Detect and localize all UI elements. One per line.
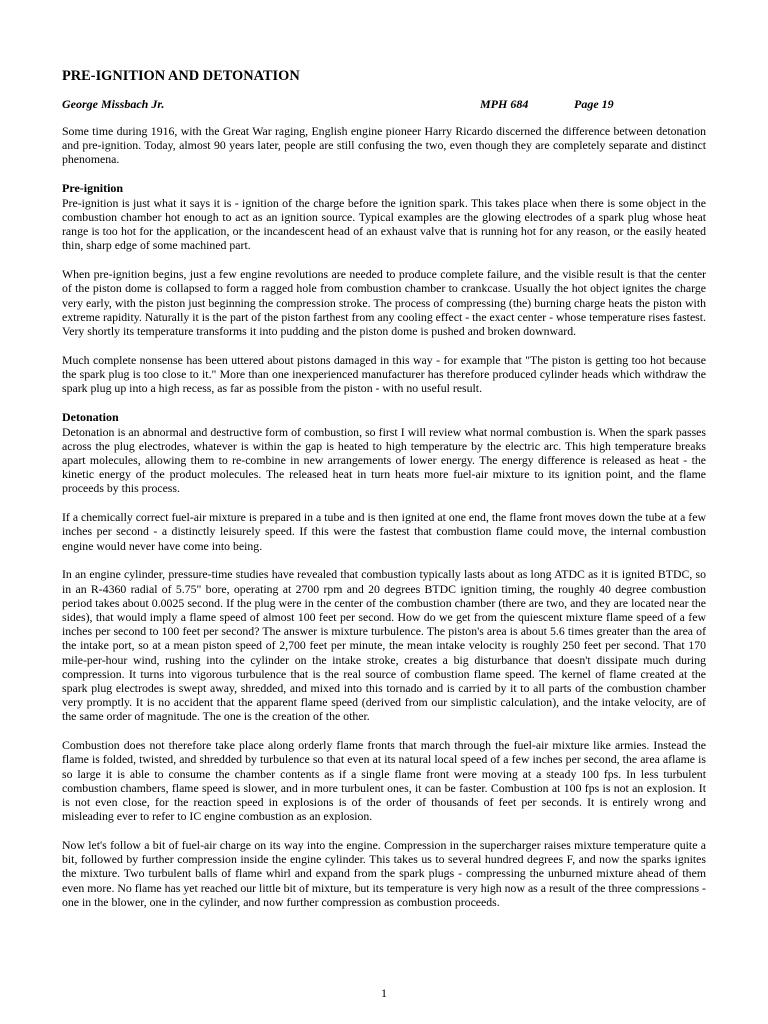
intro-paragraph: Some time during 1916, with the Great War raging, English engine pioneer Harry Ricardo discerned the difference between detonation and pre-ignition. Today, almost 90 years later, people are still confusing the two, even though they are completely separate and distinct phenomena. <box>62 124 706 167</box>
paragraph: Detonation is an abnormal and destructive form of combustion, so first I will review what normal combustion is. When the spark passes across the plug electrodes, whatever is within the gap is heated to high temperature by the electric arc. This high temperature breaks apart molecules, allowing them to re-combine in new arrangements of lower energy. The energy difference is released as heat - the kinetic energy of the product molecules. The released heat in turn heats more fuel-air mixture to its ignition point, and the flame proceeds by this process. <box>62 424 706 496</box>
section-heading-pre-ignition: Pre-ignition <box>62 181 124 196</box>
paragraph: In an engine cylinder, pressure-time studies have revealed that combustion typically lasts about as long ATDC as it is ignited BTDC, so in an R-4360 radial of 5.75" bore, operating at 2700 rpm and 20 degrees BTDC ignition timing, the roughly 40 degree combustion period takes about 0.0025 second. If the plug were in the center of the combustion chamber (there are two, and they are located near the sides), that would imply a flame speed of almost 100 feet per second. How do we get from the quiescent mixture flame speed of a few inches per second to 100 feet per second? The answer is mixture turbulence. The piston's area is about 5.6 times greater than the area of the intake port, so at a mean piston speed of 2,700 feet per minute, the mean intake velocity is roughly 250 feet per second. That 170 mile-per-hour wind, rushing into the cylinder on the intake stroke, creates a big disturbance that doesn't dissipate much during compression. It turns into vigorous turbulence that is the real source of combustion flame speed. The kernel of flame created at the spark plug electrodes is swept away, shredded, and mixed into this tornado and is carried by it to all parts of the combustion chamber very promptly. It is no accident that the apparent flame speed (derived from our simplistic calculation), and the intake velocity, are of the same order of magnitude. The one is the creation of the other. <box>62 567 706 724</box>
document-page <box>62 66 706 922</box>
paragraph: Now let's follow a bit of fuel-air charge on its way into the engine. Compression in the supercharger raises mixture temperature quite a bit, followed by further compression inside the engine cylinder. This takes us to several hundred degrees F, and now the sparks ignites the mixture. Two turbulent balls of flame whirl and expand from the spark plugs - compressing the unburned mixture ahead of them even more. No flame has yet reached our little bit of mixture, but its temperature is very high now as a result of the three compressions - one in the blower, one in the cylinder, and now further compression as combustion proceeds. <box>62 838 706 909</box>
document-meta <box>62 96 706 112</box>
paragraph: When pre-ignition begins, just a few engine revolutions are needed to produce complete failure, and the visible result is that the center of the piston dome is collapsed to form a ragged hole from combustion chamber to crankcase. Usually the hot object ignites the charge very early, with the piston just beginning the compression stroke. The process of compressing (the) burning charge heats the piston with extreme rapidity. Naturally it is the part of the piston farthest from any cooling effect - the exact center - whose temperature rises fastest. Very shortly its temperature transforms it into pudding and the piston dome is pushed and broken downward. <box>62 267 707 339</box>
paragraph: If a chemically correct fuel-air mixture is prepared in a tube and is then ignited at one end, the flame front moves down the tube at a few inches per second - a distinctly leisurely speed. If this were the fastest that combustion flame could move, the internal combustion engine would never have come into being. <box>62 510 706 553</box>
paragraph: Much complete nonsense has been uttered about pistons damaged in this way - for example that "The piston is getting too hot because the spark plug is too close to it." More than one inexperienced manufacturer has therefore produced cylinder heads which withdraw the spark plug up into a high recess, as far as possible from the piston - with no useful result. <box>62 352 706 396</box>
document-title: PRE-IGNITION AND DETONATION <box>62 68 300 84</box>
page-number: 1 <box>381 986 387 1000</box>
course-code: MPH 684 <box>480 97 529 111</box>
page-label: Page 19 <box>574 97 614 111</box>
paragraph: Pre-ignition is just what it says it is - ignition of the charge before the ignition spark. This takes place when there is some object in the combustion chamber hot enough to act as an ignition source. Typical examples are the glowing electrodes of a spark plug whose heat range is too hot for the application, or the incandescent head of an exhaust valve that is running hot for any reason, or the easily heated thin, sharp edge of some machined part. <box>62 195 706 253</box>
author-name: George Missbach Jr. <box>62 97 165 111</box>
section-heading-detonation: Detonation <box>62 410 119 425</box>
paragraph: Combustion does not therefore take place along orderly flame fronts that march through the fuel-air mixture like armies. Instead the flame is folded, twisted, and shredded by turbulence so that even at its natural local speed of a few inches per second, the area aflame is so large it is able to consume the chamber contents as if a single flame front were moving at a steady 100 fps. In less turbulent combustion chambers, flame speed is slower, and in more turbulent ones, it can be faster. Combustion at 100 fps is not an explosion. It is not even close, for the reaction speed in explosions is of the order of thousands of feet per seconds. It is entirely wrong and misleading ever to refer to IC engine combustion as an explosion. <box>62 738 706 824</box>
